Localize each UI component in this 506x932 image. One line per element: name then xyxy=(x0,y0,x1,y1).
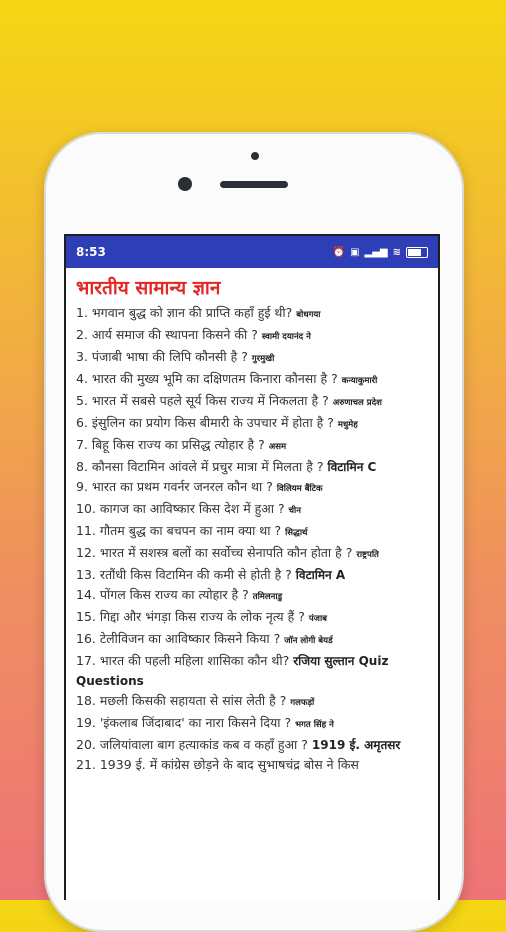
question-item xyxy=(76,521,430,543)
answer-text: विटामिन A xyxy=(295,568,346,582)
question-item xyxy=(76,391,430,413)
question-item xyxy=(76,435,430,457)
phone-screen xyxy=(64,234,440,900)
question-text: 17. भारत की पहली महिला शासिका कौन थी? xyxy=(76,653,294,668)
question-item xyxy=(76,457,430,477)
answer-text: मधुमेह xyxy=(337,420,358,430)
answer-text: चीन xyxy=(288,506,301,516)
question-text: 8. कौनसा विटामिन आंवले में प्रचुर मात्रा में मिलता है ? xyxy=(76,459,328,474)
answer-text: भगत सिंह ने xyxy=(295,720,334,730)
question-text: 15. गिद्दा और भंगड़ा किस राज्य के लोक नृत्य हैं ? xyxy=(76,609,309,624)
answer-text: विलियम बैंटिक xyxy=(276,484,323,494)
quiz-content xyxy=(66,268,438,774)
answer-text: विटामिन C xyxy=(327,460,377,474)
question-text: 1. भगवान बुद्ध को ज्ञान की प्राप्ति कहाँ हुई थी? xyxy=(76,305,297,320)
answer-text: पंजाब xyxy=(308,614,328,624)
question-item xyxy=(76,607,430,629)
question-text: 7. बिहू किस राज्य का प्रसिद्ध त्योहार है ? xyxy=(76,437,269,452)
answer-text: गलफड़ों xyxy=(290,698,315,708)
question-text: 19. 'इंकलाब जिंदाबाद' का नारा किसने दिया ? xyxy=(76,715,296,730)
question-text: 13. रतौंधी किस विटामिन की कमी से होती है ? xyxy=(76,567,296,582)
signal-icon: ▂▄▆ xyxy=(364,246,388,258)
question-text: 4. भारत की मुख्य भूमि का दक्षिणतम किनारा कौनसा है ? xyxy=(76,371,342,386)
question-item xyxy=(76,499,430,521)
question-item xyxy=(76,303,430,325)
answer-text: रजिया सुल्तान Quiz Questions xyxy=(76,654,389,688)
question-item xyxy=(76,369,430,391)
status-time: 8:53 xyxy=(76,245,106,259)
question-text: 14. पोंगल किस राज्य का त्योहार है ? xyxy=(76,587,253,602)
page-title: भारतीय सामान्य ज्ञान xyxy=(76,277,221,299)
question-text: 2. आर्य समाज की स्थापना किसने की ? xyxy=(76,327,262,342)
question-item xyxy=(76,735,430,755)
question-text: 9. भारत का प्रथम गवर्नर जनरल कौन था ? xyxy=(76,479,277,494)
answer-text: राष्ट्रपति xyxy=(356,550,379,560)
status-icons xyxy=(333,247,428,258)
question-text: 5. भारत में सबसे पहले सूर्य किस राज्य में निकलता है ? xyxy=(76,393,333,408)
proximity-sensor xyxy=(251,152,259,160)
answer-text: तमिलनाडु xyxy=(252,592,283,602)
question-item xyxy=(76,585,430,607)
earpiece-speaker xyxy=(220,181,288,188)
question-item xyxy=(76,629,430,651)
answer-text: स्वामी दयानंद ने xyxy=(261,332,311,342)
answer-text: कन्याकुमारी xyxy=(341,376,378,386)
question-text: 6. इंसुलिन का प्रयोग किस बीमारी के उपचार में होता है ? xyxy=(76,415,338,430)
answer-text: बोधगया xyxy=(296,310,321,320)
answer-text: सिद्धार्थ xyxy=(285,528,308,538)
question-text: 18. मछली किसकी सहायता से सांस लेती है ? xyxy=(76,693,291,708)
question-text: 16. टेलीविजन का आविष्कार किसने किया ? xyxy=(76,631,285,646)
question-item xyxy=(76,651,430,691)
question-item xyxy=(76,477,430,499)
sim-icon: ▣ xyxy=(350,246,360,258)
battery-icon xyxy=(406,247,428,258)
question-item xyxy=(76,325,430,347)
question-text: 10. कागज का आविष्कार किस देश में हुआ ? xyxy=(76,501,289,516)
question-item xyxy=(76,755,430,774)
question-item xyxy=(76,565,430,585)
question-text: 3. पंजाबी भाषा की लिपि कौनसी है ? xyxy=(76,349,252,364)
question-item xyxy=(76,691,430,713)
question-text: 21. 1939 ई. में कांग्रेस छोड़ने के बाद सुभाषचंद्र बोस ने किस xyxy=(76,757,359,772)
question-item xyxy=(76,713,430,735)
alarm-icon: ⏰ xyxy=(332,246,346,258)
question-text: 20. जलियांवाला बाग हत्याकांड कब व कहाँ हुआ ? xyxy=(76,737,312,752)
question-text: 12. भारत में सशस्त्र बलों का सर्वोच्च सेनापति कौन होता है ? xyxy=(76,545,357,560)
front-camera xyxy=(178,177,192,191)
wifi-icon: ≋ xyxy=(392,246,401,258)
question-list xyxy=(76,303,430,774)
answer-text: गुरमुखी xyxy=(251,354,275,364)
answer-text: जॉन लोगी बेयर्ड xyxy=(284,636,333,646)
status-bar xyxy=(66,236,438,268)
question-text: 11. गौतम बुद्ध का बचपन का नाम क्या था ? xyxy=(76,523,286,538)
answer-text: असम xyxy=(268,442,287,452)
question-item xyxy=(76,543,430,565)
question-item xyxy=(76,347,430,369)
answer-text: अरुणाचल प्रदेश xyxy=(332,398,382,408)
question-item xyxy=(76,413,430,435)
answer-text: 1919 ई. अमृतसर xyxy=(311,738,401,752)
